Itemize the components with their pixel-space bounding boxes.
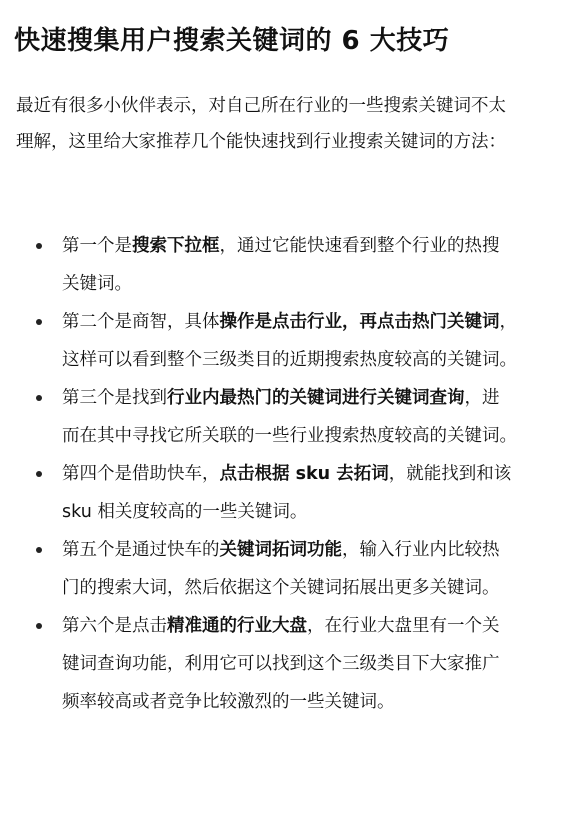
bullet-icon	[36, 395, 42, 401]
bullet-icon	[36, 547, 42, 553]
list-item	[0, 455, 588, 531]
bullet-icon	[36, 319, 42, 325]
bullet-icon	[36, 623, 42, 629]
tip-emphasis: 操作是点击行业，再点击热门关键词	[219, 312, 500, 332]
bullet-icon	[36, 471, 42, 477]
tip-emphasis: 关键词拓词功能	[219, 540, 342, 560]
tip-text: 第一个是	[62, 236, 132, 256]
tip-line	[62, 417, 588, 455]
tip-line	[62, 341, 588, 379]
bullet-icon	[36, 243, 42, 249]
intro-paragraph	[16, 88, 580, 160]
tip-line	[62, 607, 588, 645]
tip-text: ，通过它能快速看到整个行业的热搜	[219, 236, 500, 256]
tip-line	[62, 645, 588, 683]
intro-line: 最近有很多小伙伴表示，对自己所在行业的一些搜索关键词不太	[16, 96, 506, 116]
tip-text: sku 相关度较高的一些关键词。	[62, 502, 308, 522]
tip-line	[62, 531, 588, 569]
page-title: 快速搜集用户搜索关键词的 6 大技巧	[14, 26, 450, 57]
list-item	[0, 607, 588, 721]
tip-line	[62, 303, 588, 341]
tip-text: 这样可以看到整个三级类目的近期搜索热度较高的关键词。	[62, 350, 517, 370]
tip-text: 第三个是找到	[62, 388, 167, 408]
tip-text: 第六个是点击	[62, 616, 167, 636]
tip-text: 键词查询功能，利用它可以找到这个三级类目下大家推广	[62, 654, 500, 674]
list-item	[0, 227, 588, 303]
list-item	[0, 303, 588, 379]
tip-list	[0, 227, 588, 721]
tip-line	[62, 683, 588, 721]
tip-line	[62, 569, 588, 607]
tip-emphasis: 行业内最热门的关键词进行关键词查询	[167, 388, 465, 408]
tip-text: ，	[499, 312, 517, 332]
tip-text: 频率较高或者竞争比较激烈的一些关键词。	[62, 692, 395, 712]
intro-line: 理解，这里给大家推荐几个能快速找到行业搜索关键词的方法：	[16, 132, 506, 152]
tip-text: ，进	[464, 388, 500, 408]
tip-text: 关键词。	[62, 274, 132, 294]
list-item	[0, 531, 588, 607]
tip-emphasis: 点击根据 sku 去拓词	[219, 464, 389, 484]
tip-line	[62, 379, 588, 417]
tip-emphasis: 精准通的行业大盘	[167, 616, 307, 636]
list-item	[0, 379, 588, 455]
tip-line	[62, 265, 588, 303]
tip-line	[62, 493, 588, 531]
tip-text: ，输入行业内比较热	[342, 540, 500, 560]
tip-line	[62, 227, 588, 265]
tip-text: 门的搜索大词，然后依据这个关键词拓展出更多关键词。	[62, 578, 500, 598]
tip-text: 第四个是借助快车，	[62, 464, 220, 484]
tip-text: 而在其中寻找它所关联的一些行业搜索热度较高的关键词。	[62, 426, 517, 446]
tip-text: ，在行业大盘里有一个关	[307, 616, 500, 636]
tip-text: ，就能找到和该	[388, 464, 512, 484]
tip-text: 第五个是通过快车的	[62, 540, 220, 560]
tip-line	[62, 455, 588, 493]
tip-text: 第二个是商智，具体	[62, 312, 220, 332]
tip-emphasis: 搜索下拉框	[132, 236, 220, 256]
